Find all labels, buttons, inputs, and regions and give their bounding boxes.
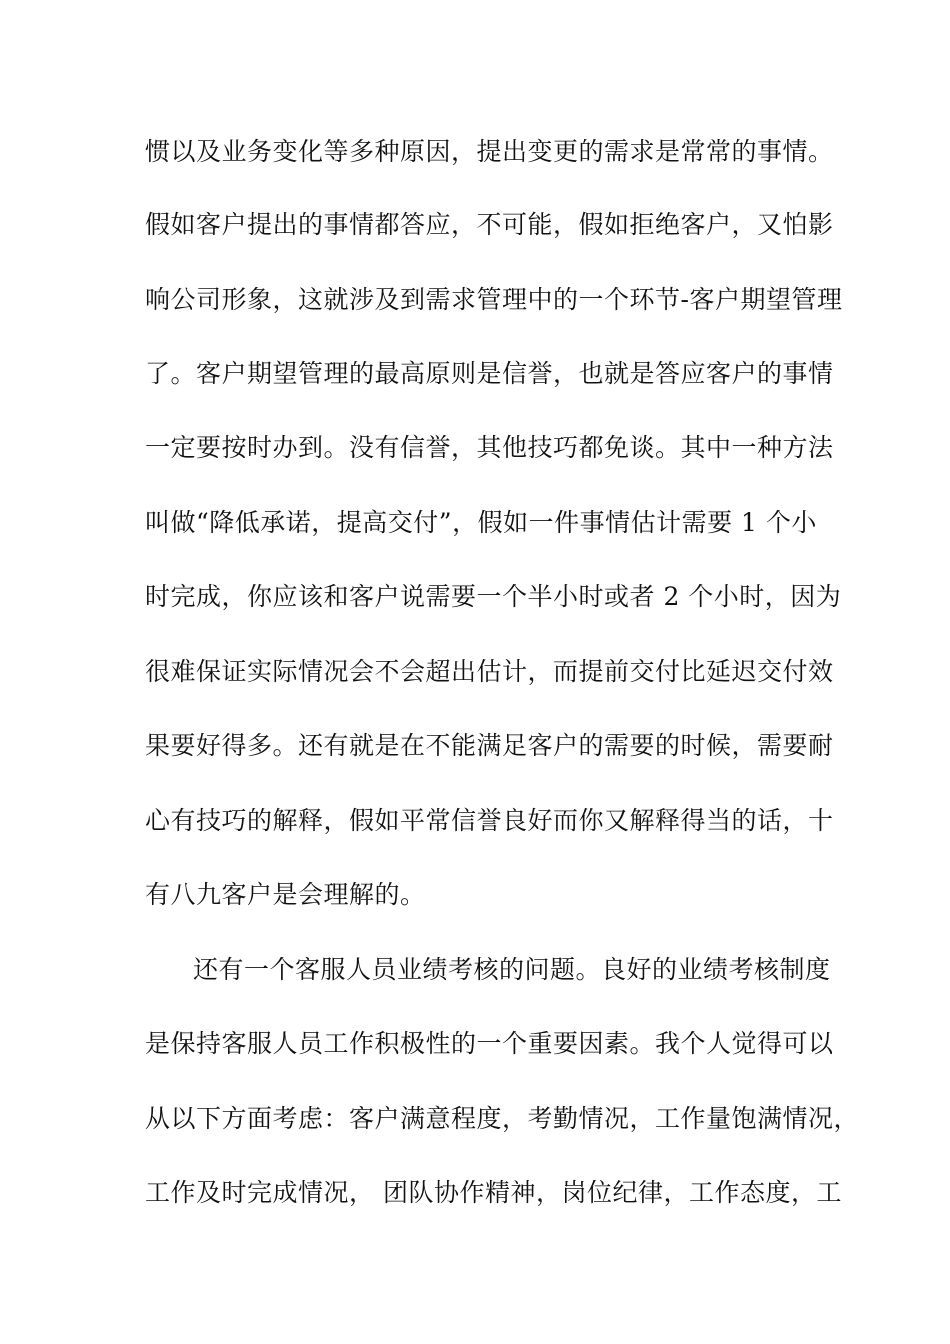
text-line: 从以下方面考虑：客户满意程度，考勤情况，工作量饱满情况， — [145, 1104, 860, 1133]
text-line: 心有技巧的解释，假如平常信誉良好而你又解释得当的话，十 — [145, 806, 834, 835]
text-line: 响公司形象，这就涉及到需求管理中的一个环节-客户期望管理 — [145, 285, 843, 314]
text-line: 很难保证实际情况会不会超出估计，而提前交付比延迟交付效 — [145, 657, 834, 686]
text-line: 是保持客服人员工作积极性的一个重要因素。我个人觉得可以 — [145, 1029, 834, 1058]
text-line: 时完成，你应该和客户说需要一个半小时或者 2 个小时，因为 — [145, 582, 842, 611]
text-line: 叫做“降低承诺，提高交付”，假如一件事情估计需要 1 个小 — [145, 508, 817, 537]
text-line: 一定要按时办到。没有信誉，其他技巧都免谈。其中一种方法 — [145, 433, 834, 462]
text-line: 了。客户期望管理的最高原则是信誉，也就是答应客户的事情 — [145, 359, 834, 388]
text-line: 果要好得多。还有就是在不能满足客户的需要的时候，需要耐 — [145, 731, 834, 760]
text-line: 有八九客户是会理解的。 — [145, 880, 426, 909]
text-line: 惯以及业务变化等多种原因，提出变更的需求是常常的事情。 — [145, 137, 834, 166]
text-line: 假如客户提出的事情都答应，不可能，假如拒绝客户，又怕影 — [145, 210, 834, 239]
paragraph-first-line: 还有一个客服人员业绩考核的问题。良好的业绩考核制度 — [193, 955, 831, 984]
text-line: 工作及时完成情况， 团队协作精神，岗位纪律，工作态度，工 — [145, 1178, 842, 1207]
